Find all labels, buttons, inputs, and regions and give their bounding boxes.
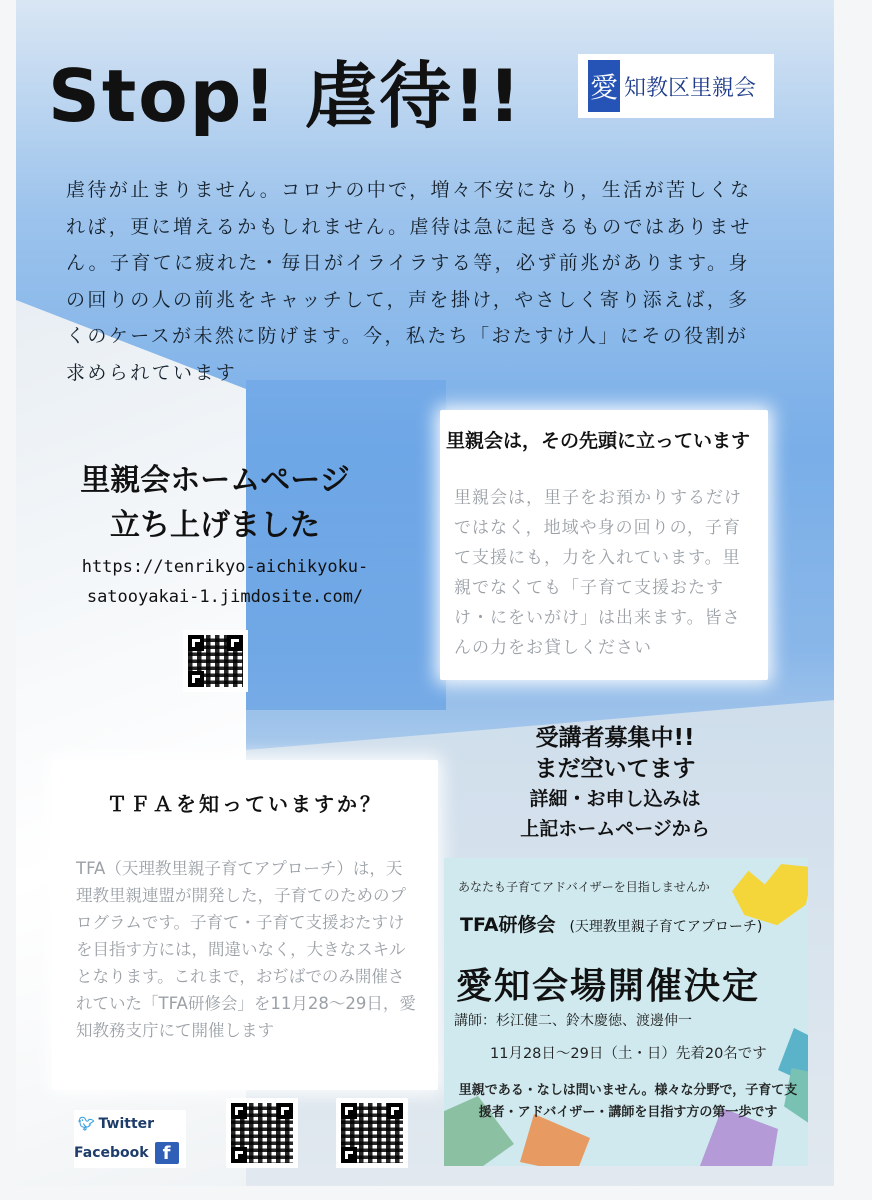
card-satooya-lead [440, 410, 768, 680]
social-links [74, 1110, 186, 1168]
recruit-notice [470, 722, 760, 844]
promo-date: 11月28日～29日（土・日）先着20名です [490, 1046, 767, 1062]
card-tfa [52, 760, 438, 1090]
card-lead-body: 里親会は，里子をお預かりするだけではなく，地域や身の回りの，子育て支援にも，力を入れています。里親でなくても「子育て支援おたすけ・にをいがけ」は出来ます。皆さんの力をお貸しください [454, 488, 742, 658]
promo-note: 里親である・なしは問いません。様々な分野で，子育て支援者・アドバイザー・講師を目指す方の第一歩です [458, 1083, 798, 1120]
facebook-qr-code[interactable] [336, 1098, 408, 1168]
qr-finder-icon [188, 671, 204, 687]
recruit-line4: 上記ホームページから [520, 818, 710, 840]
qr-finder-icon [227, 635, 243, 651]
qr-finder-icon [277, 1103, 293, 1119]
promo-headline: 愛知会場開催決定 [456, 966, 761, 1007]
org-name: 知教区里親会 [624, 75, 757, 101]
card-lead-heading: 里親会は，その先頭に立っています [446, 430, 751, 452]
recruit-line3: 詳細・お申し込みは [529, 788, 701, 810]
recruit-line1: 受講者募集中!! [535, 725, 695, 751]
homepage-title-line2: 立ち上げました [110, 508, 320, 543]
homepage-url-line1: https://tenrikyo-aichikyoku- [81, 557, 369, 577]
qr-finder-icon [387, 1103, 403, 1119]
promo-name-text: TFA研修会 [460, 914, 556, 936]
tfa-promo-panel [444, 858, 808, 1166]
org-mark: 愛 [588, 60, 620, 112]
homepage-url[interactable] [60, 552, 390, 612]
facebook-label: Facebook [74, 1145, 149, 1161]
qr-finder-icon [341, 1147, 357, 1163]
qr-finder-icon [231, 1147, 247, 1163]
facebook-link[interactable] [74, 1142, 179, 1164]
twitter-bird-icon: 🐦︎ [78, 1116, 95, 1132]
page-title: Stop! 虐待!! [48, 54, 523, 138]
qr-finder-icon [231, 1103, 247, 1119]
recruit-line2: まだ空いてます [534, 756, 696, 782]
homepage-title [55, 458, 375, 548]
homepage-qr-code[interactable] [183, 630, 248, 692]
promo-subtitle: あなたも子育てアドバイザーを目指しませんか [458, 880, 710, 894]
twitter-label: Twitter [98, 1116, 155, 1132]
facebook-icon: f [155, 1142, 179, 1164]
intro-text: 虐待が止まりません。コロナの中で，増々不安になり，生活が苦しくなれば，更に増えるかもしれません。虐待は急に起きるものではありません。子育てに疲れた・毎日がイライラする等，必ず前兆があります。身の回りの人の前兆をキャッチして，声を掛け，やさしく寄り添えば，多くのケースが未然に防げます。今，私たち「おたすけ人」にその役割が求められています [66, 179, 752, 384]
qr-finder-icon [188, 635, 204, 651]
qr-finder-icon [341, 1103, 357, 1119]
card-tfa-heading: ＴＦＡを知っていますか？ [107, 792, 383, 816]
card-tfa-body: TFA（天理教里親子育てアプローチ）は，天理教里親連盟が開発した，子育てのためのプログラムです。子育て・子育て支援おたすけを目指す方には，間違いなく，大きなスキルとなります。これまで，おぢばでのみ開催されていた「TFA研修会」を11月28～29日，愛知教務支庁にて開催します [76, 859, 416, 1040]
homepage-url-line2: satooyakai-1.jimdosite.com/ [86, 587, 364, 607]
twitter-qr-code[interactable] [226, 1098, 298, 1168]
twitter-link[interactable] [78, 1116, 154, 1132]
promo-lecturers: 講師：杉江健二、鈴木慶徳、渡邊伸一 [454, 1013, 692, 1029]
promo-name-note: (天理教里親子育てアプローチ) [569, 919, 763, 935]
homepage-title-line1: 里親会ホームページ [80, 463, 350, 498]
org-logo [578, 54, 774, 118]
promo-name [460, 910, 762, 937]
